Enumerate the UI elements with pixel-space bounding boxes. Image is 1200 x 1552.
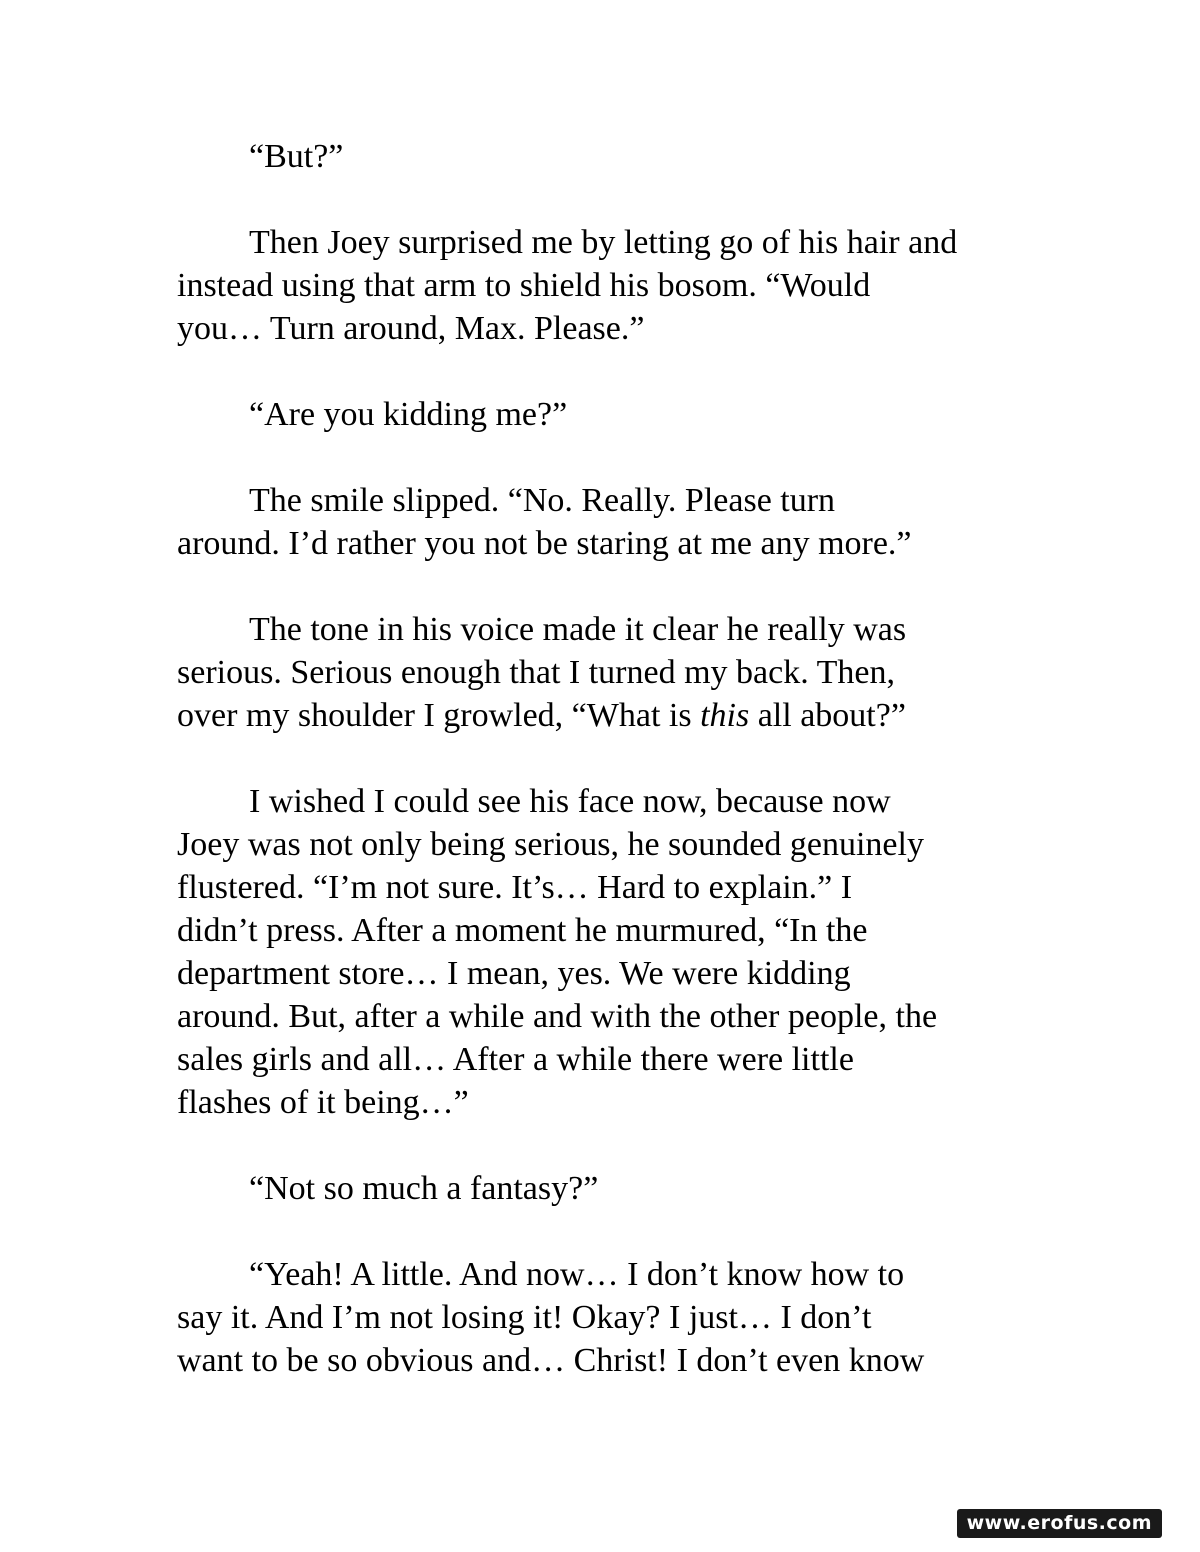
- text-line: Then Joey surprised me by letting go of his hair and: [249, 224, 958, 261]
- text-segment: all about?”: [749, 697, 906, 734]
- paragraph-1: [177, 135, 1037, 178]
- text-line: instead using that arm to shield his bosom. “Would: [177, 267, 871, 304]
- text-line: didn’t press. After a moment he murmured, “In the: [177, 912, 868, 949]
- text-line: you… Turn around, Max. Please.”: [177, 310, 645, 347]
- text-line: The smile slipped. “No. Really. Please turn: [249, 482, 836, 519]
- story-text: [177, 135, 1037, 1425]
- paragraph-5: [177, 608, 1037, 737]
- paragraph-4: [177, 479, 1037, 565]
- text-line: say it. And I’m not losing it! Okay? I just… I don’t: [177, 1299, 872, 1336]
- text-segment: over my shoulder I growled, “What is: [177, 697, 701, 734]
- text-line: serious. Serious enough that I turned my back. Then,: [177, 654, 895, 691]
- paragraph-3: [177, 393, 1037, 436]
- paragraph-2: [177, 221, 1037, 350]
- paragraph-7: [177, 1167, 1037, 1210]
- text-line: The tone in his voice made it clear he really was: [249, 611, 907, 648]
- italic-word: this: [700, 697, 750, 734]
- text-line: department store… I mean, yes. We were kidding: [177, 955, 851, 992]
- watermark-label: www.erofus.com: [957, 1509, 1162, 1538]
- text-line: “Not so much a fantasy?”: [249, 1170, 599, 1207]
- text-line: around. I’d rather you not be staring at me any more.”: [177, 525, 912, 562]
- text-line: “Are you kidding me?”: [249, 396, 568, 433]
- paragraph-8: [177, 1253, 1037, 1382]
- paragraph-6: [177, 780, 1037, 1124]
- text-line: flashes of it being…”: [177, 1084, 469, 1121]
- text-line: Joey was not only being serious, he sounded genuinely: [177, 826, 924, 863]
- text-line: I wished I could see his face now, because now: [249, 783, 891, 820]
- text-line: sales girls and all… After a while there were little: [177, 1041, 854, 1078]
- text-line-with-italic: [177, 694, 1037, 737]
- text-line: around. But, after a while and with the other people, the: [177, 998, 938, 1035]
- text-line: flustered. “I’m not sure. It’s… Hard to explain.” I: [177, 869, 853, 906]
- text-line: “Yeah! A little. And now… I don’t know how to: [249, 1256, 905, 1293]
- text-line: want to be so obvious and… Christ! I don’t even know: [177, 1342, 925, 1379]
- text-line: “But?”: [249, 138, 344, 175]
